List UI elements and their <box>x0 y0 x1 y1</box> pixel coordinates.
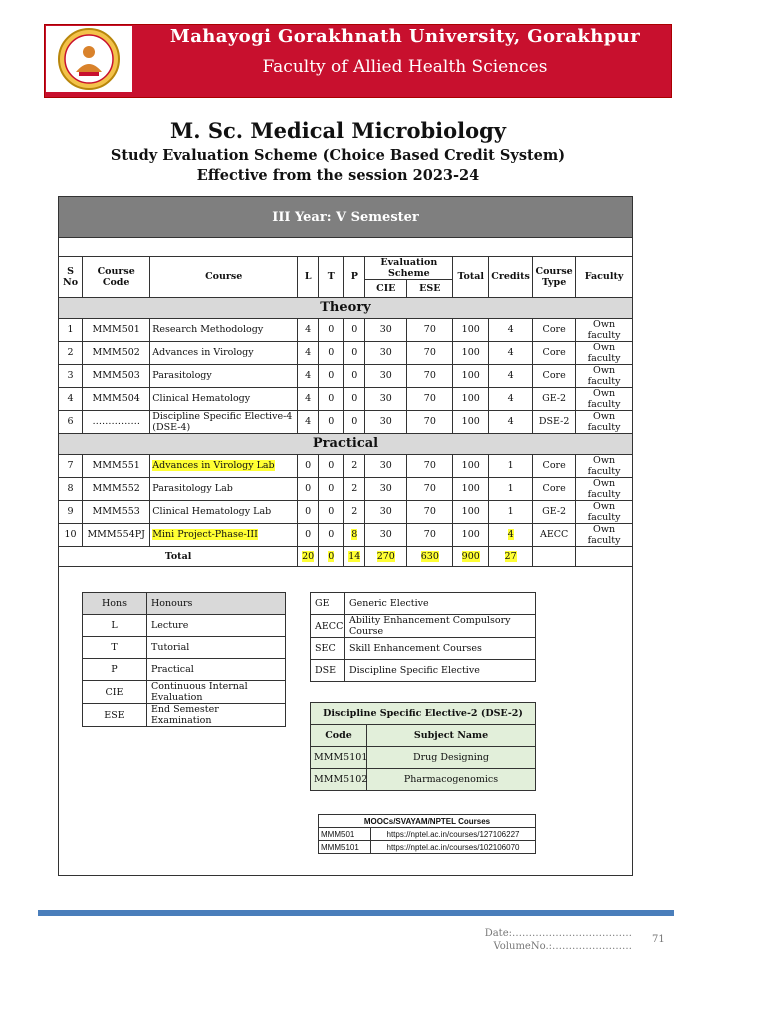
cell-p: 2 <box>344 477 365 500</box>
cell-cie: 30 <box>365 500 407 523</box>
cell-faculty: Own faculty <box>576 387 633 410</box>
cell-sno: 9 <box>59 500 83 523</box>
dse-code: MMM5102 <box>311 769 367 791</box>
cell-total: 100 <box>453 341 489 364</box>
cell-faculty: Own faculty <box>576 500 633 523</box>
cell-sno: 4 <box>59 387 83 410</box>
practical-rows <box>59 454 633 546</box>
cell-credits: 4 <box>489 410 533 433</box>
table-header-row <box>59 256 633 279</box>
cell-total: 100 <box>453 410 489 433</box>
cell-course: Research Methodology <box>150 318 298 341</box>
cell-code: MMM501 <box>83 318 150 341</box>
legend-meaning: Skill Enhancement Courses <box>345 638 536 660</box>
dse-row <box>311 747 536 769</box>
cell-p: 0 <box>344 341 365 364</box>
dse-header-code: Code <box>311 725 367 747</box>
cell-t: 0 <box>319 387 344 410</box>
dse-table <box>310 702 536 791</box>
cell-type: Core <box>533 318 576 341</box>
col-ese: ESE <box>407 279 453 297</box>
cell-type: Core <box>533 454 576 477</box>
col-p: P <box>344 256 365 297</box>
cell-p: 0 <box>344 387 365 410</box>
cell-cie: 30 <box>365 387 407 410</box>
cell-faculty: Own faculty <box>576 341 633 364</box>
moocs-row <box>319 841 536 854</box>
cell-course: Mini Project-Phase-III <box>152 529 258 540</box>
cell-p: 0 <box>344 410 365 433</box>
moocs-code: MMM5101 <box>319 841 371 854</box>
cell-credits: 4 <box>507 529 514 540</box>
legend-meaning: Tutorial <box>147 637 286 659</box>
cell-sno: 1 <box>59 318 83 341</box>
dse-code: MMM5101 <box>311 747 367 769</box>
cell-ese: 70 <box>407 500 453 523</box>
total-credits: 27 <box>504 550 517 562</box>
col-credits: Credits <box>489 256 533 297</box>
cell-l: 0 <box>298 523 319 546</box>
cell-t: 0 <box>319 500 344 523</box>
legend-abbrev: L <box>83 615 147 637</box>
cell-faculty: Own faculty <box>576 477 633 500</box>
legend-row <box>83 681 286 704</box>
cell-code: MMM503 <box>83 364 150 387</box>
cell-sno: 3 <box>59 364 83 387</box>
col-course: Course <box>150 256 298 297</box>
cell-code: MMM552 <box>83 477 150 500</box>
course-row <box>59 454 633 477</box>
cell-credits: 1 <box>489 454 533 477</box>
col-l: L <box>298 256 319 297</box>
legend-row <box>311 615 536 638</box>
cell-sno: 10 <box>59 523 83 546</box>
cell-faculty: Own faculty <box>576 410 633 433</box>
cell-l: 4 <box>298 341 319 364</box>
legend-meaning: Ability Enhancement Compulsory Course <box>345 615 536 638</box>
cell-cie: 30 <box>365 454 407 477</box>
footer-meta <box>440 927 632 953</box>
legend-abbrev: P <box>83 659 147 681</box>
dse-header-subject: Subject Name <box>367 725 536 747</box>
cell-total: 100 <box>453 500 489 523</box>
cell-l: 0 <box>298 477 319 500</box>
cell-faculty: Own faculty <box>576 364 633 387</box>
section-practical: Practical <box>59 433 633 454</box>
legend-row <box>83 704 286 727</box>
cell-type: Core <box>533 477 576 500</box>
footer-volume: VolumeNo.:…………………… <box>493 941 632 952</box>
total-t: 0 <box>328 550 335 562</box>
course-row <box>59 364 633 387</box>
page-number: 71 <box>652 934 665 945</box>
cell-type: AECC <box>533 523 576 546</box>
footer-date: Date:……………………………… <box>484 928 632 939</box>
cell-code: MMM554PJ <box>83 523 150 546</box>
theory-rows <box>59 318 633 433</box>
cell-t: 0 <box>319 318 344 341</box>
legend-row <box>83 637 286 659</box>
cell-cie: 30 <box>365 410 407 433</box>
cell-sno: 8 <box>59 477 83 500</box>
legend-row <box>311 593 536 615</box>
cell-course: Clinical Hematology <box>150 387 298 410</box>
cell-l: 0 <box>298 454 319 477</box>
legend-abbrev-left <box>82 592 286 727</box>
cell-credits: 1 <box>489 500 533 523</box>
cell-course: Parasitology <box>150 364 298 387</box>
section-theory: Theory <box>59 297 633 318</box>
legend-abbrev: GE <box>311 593 345 615</box>
moocs-table <box>318 814 536 854</box>
cell-credits: 1 <box>489 477 533 500</box>
cell-course: Advances in Virology Lab <box>152 460 275 471</box>
cell-credits: 4 <box>489 318 533 341</box>
cell-total: 100 <box>453 477 489 500</box>
total-cie: 270 <box>376 550 395 562</box>
legend-row <box>311 660 536 682</box>
cell-sno: 6 <box>59 410 83 433</box>
cell-credits: 4 <box>489 341 533 364</box>
cell-l: 4 <box>298 387 319 410</box>
cell-t: 0 <box>319 523 344 546</box>
legend-meaning: Lecture <box>147 615 286 637</box>
cell-ese: 70 <box>407 318 453 341</box>
totals-label: Total <box>59 546 298 566</box>
cell-ese: 70 <box>407 341 453 364</box>
cell-p: 2 <box>344 500 365 523</box>
course-row <box>59 318 633 341</box>
course-row <box>59 500 633 523</box>
col-eval: Evaluation Scheme <box>365 256 453 279</box>
dse-caption: Discipline Specific Elective-2 (DSE-2) <box>311 703 536 725</box>
cell-code: …………… <box>83 410 150 433</box>
cell-p: 0 <box>344 318 365 341</box>
legend-row <box>83 615 286 637</box>
legend-abbrev: AECC <box>311 615 345 638</box>
legend-meaning: Practical <box>147 659 286 681</box>
course-row <box>59 341 633 364</box>
footer-rule <box>38 910 674 916</box>
cell-ese: 70 <box>407 477 453 500</box>
cell-type: Core <box>533 364 576 387</box>
moocs-url: https://nptel.ac.in/courses/102106070 <box>371 841 536 854</box>
cell-type: Core <box>533 341 576 364</box>
cell-cie: 30 <box>365 364 407 387</box>
cell-total: 100 <box>453 318 489 341</box>
moocs-url: https://nptel.ac.in/courses/127106227 <box>371 828 536 841</box>
moocs-code: MMM501 <box>319 828 371 841</box>
cell-ese: 70 <box>407 410 453 433</box>
cell-ese: 70 <box>407 523 453 546</box>
semester-heading: III Year: V Semester <box>58 196 633 238</box>
university-name: Mahayogi Gorakhnath University, Gorakhpur <box>169 26 641 47</box>
cell-total: 100 <box>453 387 489 410</box>
col-faculty: Faculty <box>576 256 633 297</box>
total-ese: 630 <box>420 550 439 562</box>
cell-credits: 4 <box>489 387 533 410</box>
cell-cie: 30 <box>365 341 407 364</box>
course-row <box>59 387 633 410</box>
cell-faculty: Own faculty <box>576 523 633 546</box>
legend-meaning: Generic Elective <box>345 593 536 615</box>
cell-p: 2 <box>344 454 365 477</box>
legend-abbrev: ESE <box>83 704 147 727</box>
cell-type: DSE-2 <box>533 410 576 433</box>
course-row <box>59 523 633 546</box>
moocs-caption: MOOCs/SVAYAM/NPTEL Courses <box>319 815 536 828</box>
cell-ese: 70 <box>407 454 453 477</box>
cell-course: Clinical Hematology Lab <box>150 500 298 523</box>
col-cie: CIE <box>365 279 407 297</box>
university-logo <box>46 26 132 92</box>
faculty-name: Faculty of Allied Health Sciences <box>262 57 548 77</box>
legend-meaning: Continuous Internal Evaluation <box>147 681 286 704</box>
legend-header-value: Honours <box>147 593 286 615</box>
total-total: 900 <box>461 550 480 562</box>
total-l: 20 <box>302 550 315 562</box>
course-table <box>58 238 633 567</box>
cell-total: 100 <box>453 523 489 546</box>
dse-subject: Drug Designing <box>367 747 536 769</box>
legend-row <box>311 638 536 660</box>
cell-t: 0 <box>319 364 344 387</box>
cell-ese: 70 <box>407 364 453 387</box>
legend-header-key: Hons <box>83 593 147 615</box>
cell-course: Parasitology Lab <box>150 477 298 500</box>
cell-credits: 4 <box>489 364 533 387</box>
cell-cie: 30 <box>365 477 407 500</box>
total-p: 14 <box>348 550 361 562</box>
legend-meaning: Discipline Specific Elective <box>345 660 536 682</box>
cell-p: 0 <box>344 364 365 387</box>
cell-code: MMM504 <box>83 387 150 410</box>
cell-l: 4 <box>298 364 319 387</box>
cell-l: 4 <box>298 410 319 433</box>
cell-faculty: Own faculty <box>576 454 633 477</box>
cell-t: 0 <box>319 477 344 500</box>
cell-total: 100 <box>453 364 489 387</box>
cell-total: 100 <box>453 454 489 477</box>
session-subtitle: Effective from the session 2023-24 <box>196 167 480 184</box>
program-title: M. Sc. Medical Microbiology <box>169 118 506 143</box>
legend-abbrev: CIE <box>83 681 147 704</box>
cell-sno: 2 <box>59 341 83 364</box>
cell-faculty: Own faculty <box>576 318 633 341</box>
cell-type: GE-2 <box>533 500 576 523</box>
course-row <box>59 477 633 500</box>
cell-code: MMM502 <box>83 341 150 364</box>
totals-row <box>59 546 633 566</box>
col-total: Total <box>453 256 489 297</box>
cell-cie: 30 <box>365 318 407 341</box>
cell-course: Discipline Specific Elective-4 (DSE-4) <box>150 410 298 433</box>
dse-subject: Pharmacogenomics <box>367 769 536 791</box>
legend-abbrev: DSE <box>311 660 345 682</box>
cell-l: 4 <box>298 318 319 341</box>
course-row <box>59 410 633 433</box>
col-code: Course Code <box>83 256 150 297</box>
col-type: Course Type <box>533 256 576 297</box>
col-t: T <box>319 256 344 297</box>
cell-sno: 7 <box>59 454 83 477</box>
cell-type: GE-2 <box>533 387 576 410</box>
cell-p: 8 <box>351 529 358 540</box>
cell-t: 0 <box>319 454 344 477</box>
cell-l: 0 <box>298 500 319 523</box>
scheme-subtitle: Study Evaluation Scheme (Choice Based Credit System) <box>110 147 566 164</box>
legend-meaning: End Semester Examination <box>147 704 286 727</box>
legend-header-row <box>83 593 286 615</box>
cell-code: MMM553 <box>83 500 150 523</box>
cell-t: 0 <box>319 341 344 364</box>
cell-code: MMM551 <box>83 454 150 477</box>
cell-t: 0 <box>319 410 344 433</box>
legend-abbrev: SEC <box>311 638 345 660</box>
dse-row <box>311 769 536 791</box>
cell-ese: 70 <box>407 387 453 410</box>
legend-abbrev: T <box>83 637 147 659</box>
legend-abbrev-right <box>310 592 536 682</box>
moocs-row <box>319 828 536 841</box>
cell-cie: 30 <box>365 523 407 546</box>
cell-course: Advances in Virology <box>150 341 298 364</box>
col-sno: S No <box>59 256 83 297</box>
legend-row <box>83 659 286 681</box>
